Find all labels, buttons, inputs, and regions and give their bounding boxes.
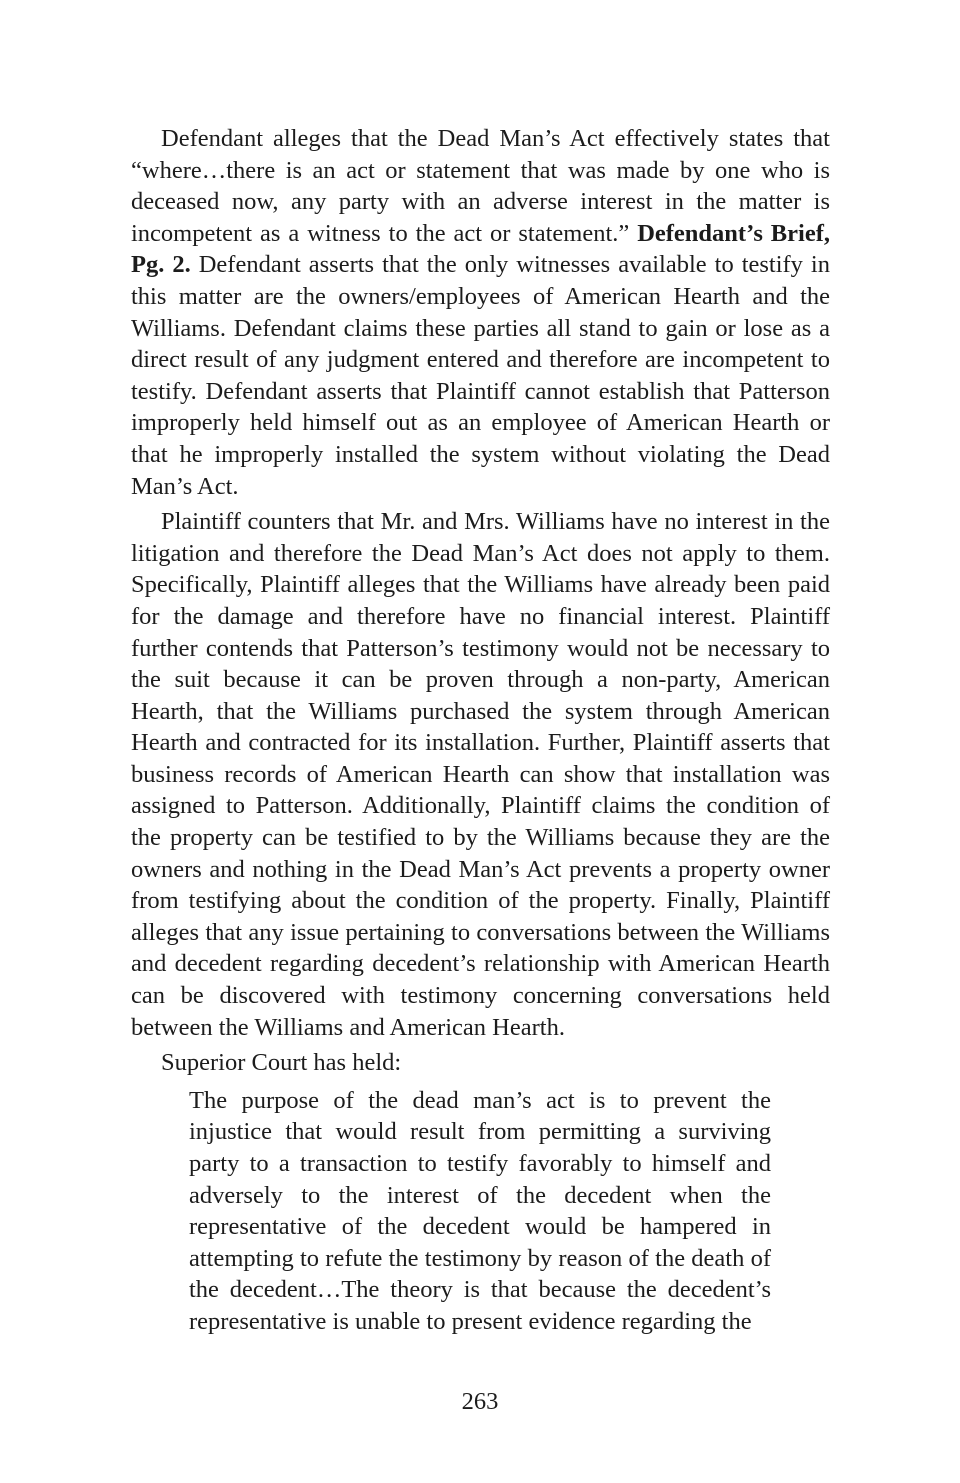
brief-citation: Defendant’s Brief, Pg. 2. xyxy=(131,219,830,279)
paragraph-text: Defendant alleges that the Dead Man’s Act effectively states that “where…there is an act or statement that was made by one who is deceased now, any party with an adverse interest in the matter is incompetent as a witness to the act or statement.” xyxy=(131,125,830,247)
paragraph-text: Defendant asserts that the only witnesses available to testify in this matter are the owners/employees of American Hearth and the Williams. Defendant claims these parties all stand to gain or lose as a direct result of any judgment entered and therefore are incompetent to testify. Defendant asserts that Plaintiff cannot establish that Patterson improperly held himself out as an employee of American Hearth or that he improperly installed the system without violating the Dead Man’s Act. xyxy=(131,251,830,500)
page-body xyxy=(131,123,830,1338)
paragraph-plaintiff-counters: Plaintiff counters that Mr. and Mrs. Williams have no interest in the litigation and therefore the Dead Man’s Act does not apply to them. Specifically, Plaintiff alleges that the Williams have already been paid for the damage and therefore have no financial interest. Plaintiff further contends that Patterson’s testimony would not be necessary to the suit because it can be proven through a non-party, American Hearth, that the Williams purchased the system through American Hearth and contracted for its installation. Further, Plaintiff asserts that business records of American Hearth can show that installation was assigned to Patterson. Additionally, Plaintiff claims the condition of the property can be testified to by the Williams because they are the owners and nothing in the Dead Man’s Act prevents a property owner from testifying about the condition of the property. Finally, Plaintiff alleges that any issue pertaining to conversations between the Williams and decedent regarding decedent’s relationship with American Hearth can be discovered with testimony concerning conversations held between the Williams and American Hearth. xyxy=(131,508,830,1041)
quote-lead-in: Superior Court has held: xyxy=(161,1049,402,1077)
page-number: 263 xyxy=(461,1388,499,1415)
paragraph-defendant-allegations xyxy=(131,123,830,502)
block-quote: The purpose of the dead man’s act is to prevent the injustice that would result from permitting a surviving party to a transaction to testify favorably to himself and adversely to the interest of the decedent when the representative of the decedent would be hampered in attempting to refute the testimony by reason of the death of the decedent…The theory is that because the decedent’s representative is unable to present evidence regarding the xyxy=(189,1086,771,1335)
